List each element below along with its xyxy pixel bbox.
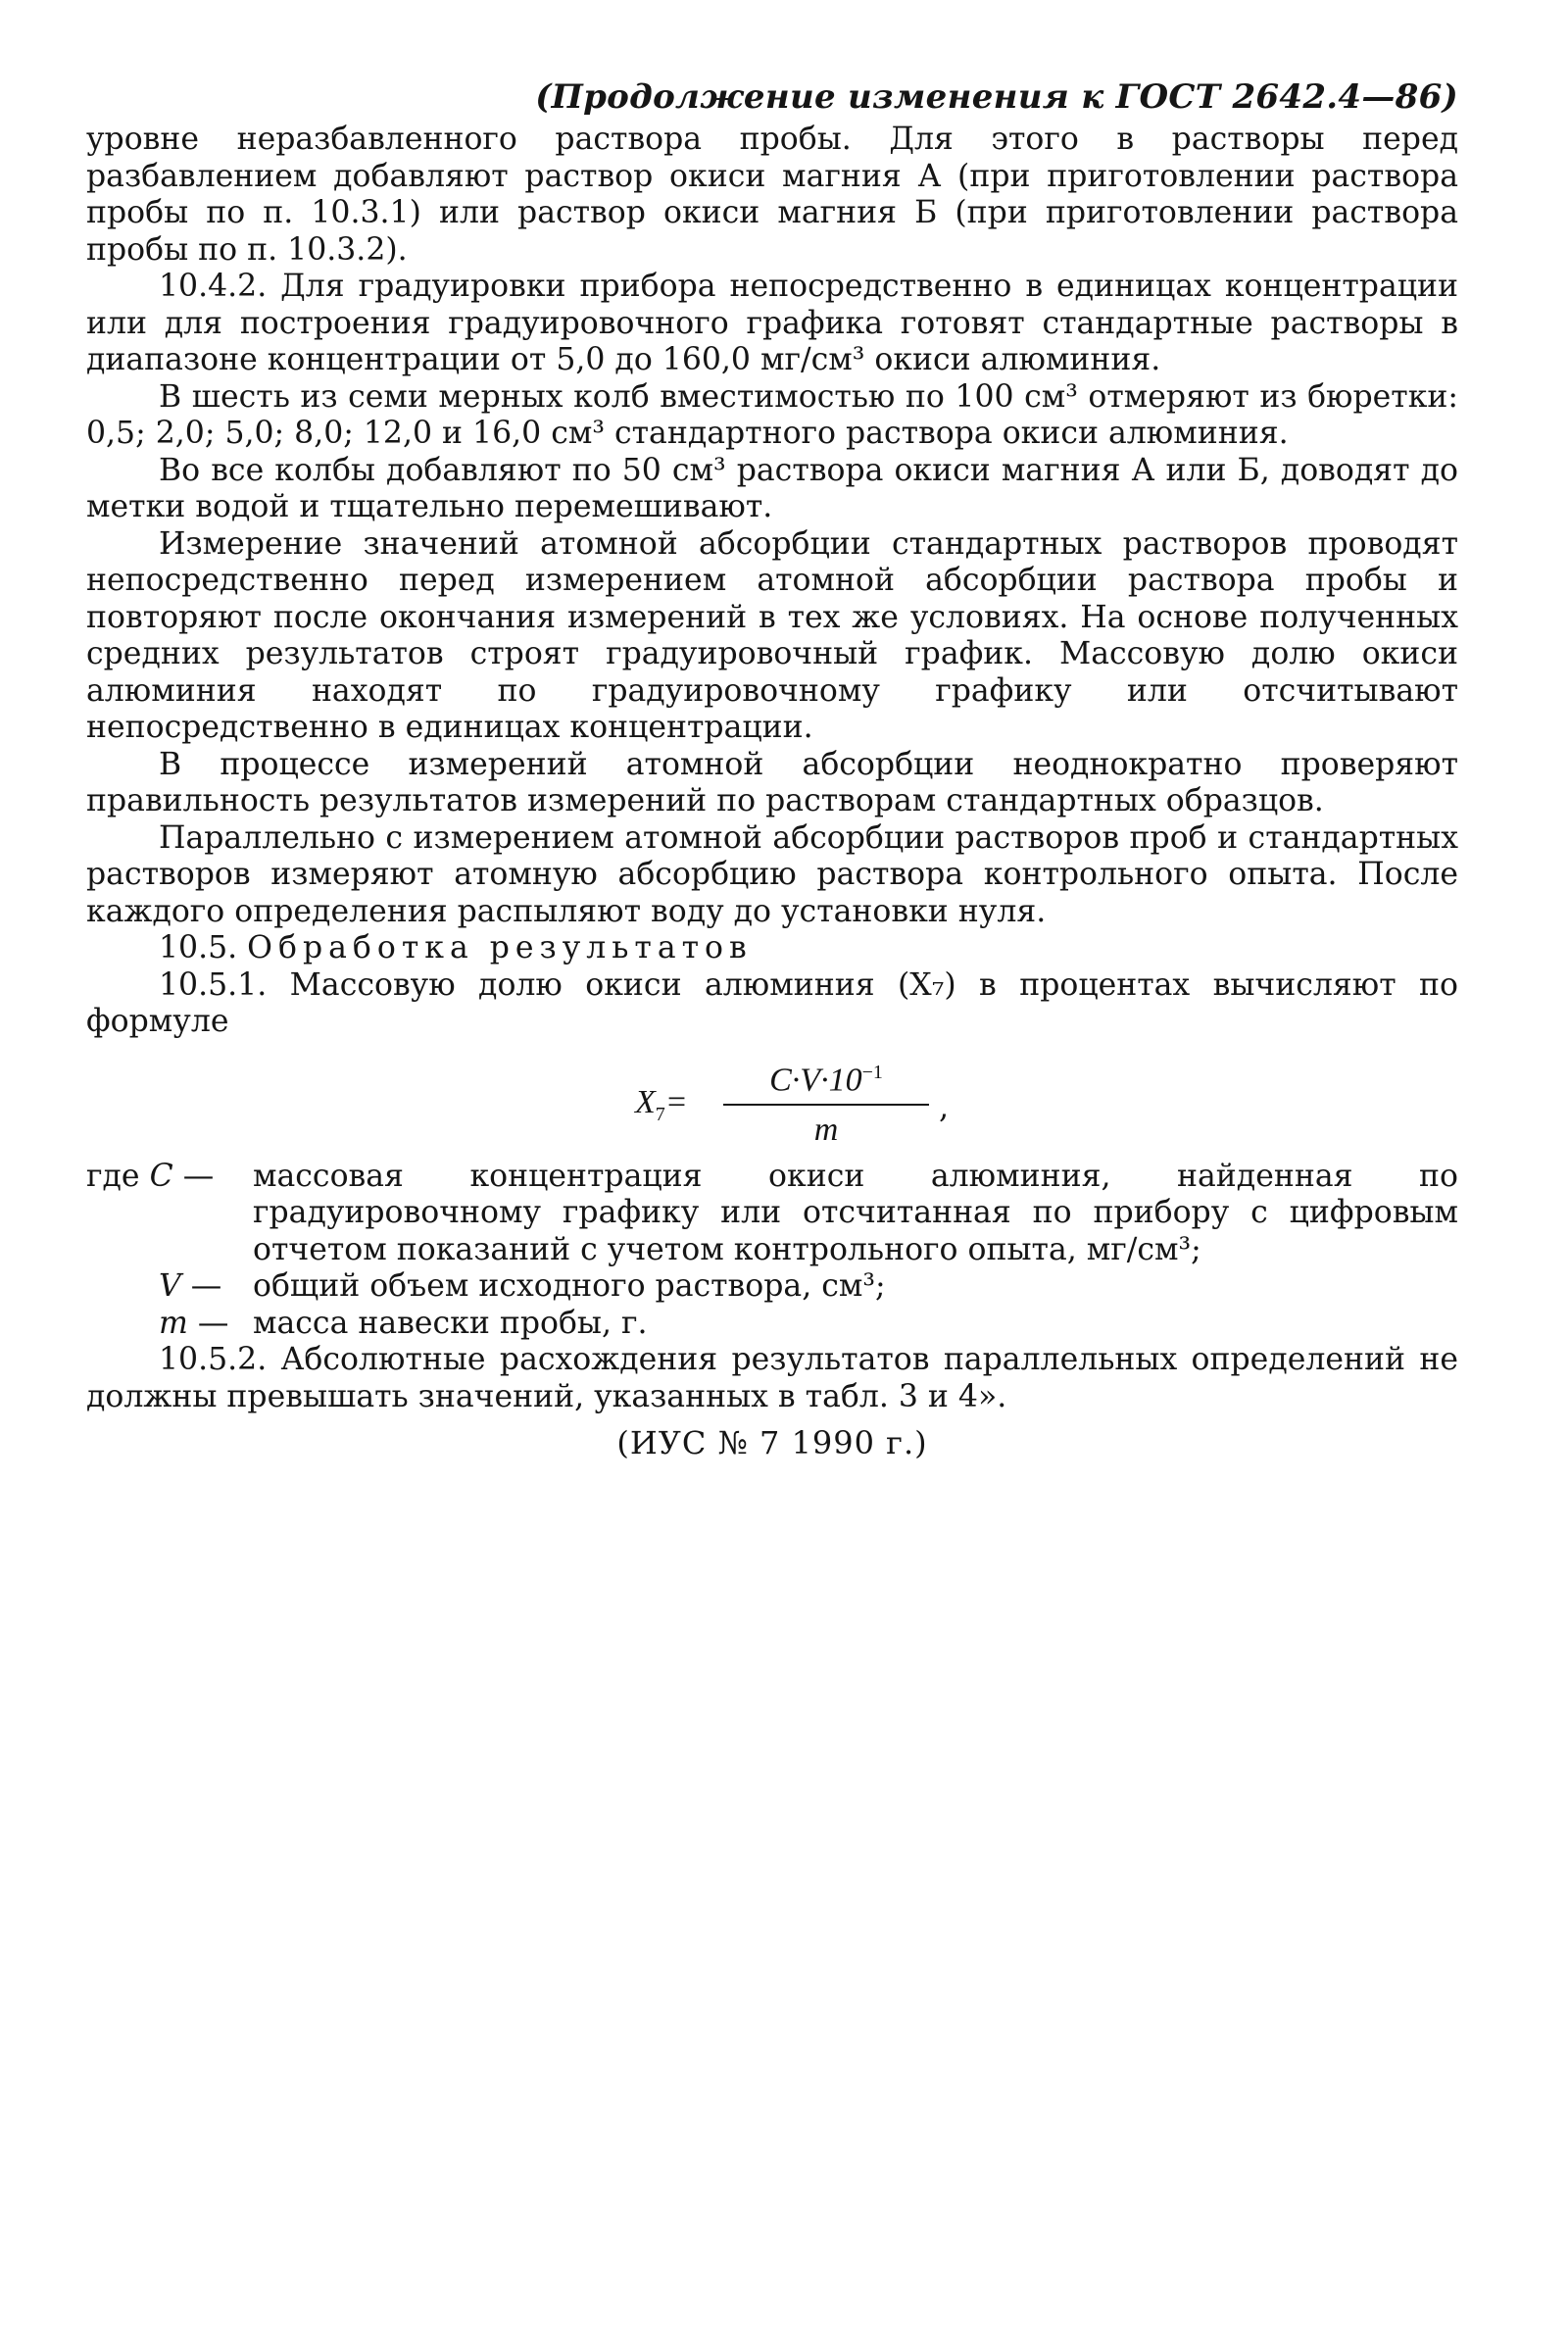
legend-row-c: где C — массовая концентрация окиси алюминия, найденная по градуировочному графику или отсчитанная по прибору с цифровым отчетом показаний с учетом контрольного опыта, мг/см³; — [86, 1158, 1458, 1267]
paragraph-flasks: В шесть из семи мерных колб вместимостью по 100 см³ отмеряют из бюретки: 0,5; 2,0; 5,0; 8,0; 12,0 и 16,0 см³ стандартного раствора окиси алюминия. — [86, 378, 1458, 451]
paragraph-verification: В процессе измерений атомной абсорбции неоднократно проверяют правильность результатов измерений по растворам стандартных образцов. — [86, 746, 1458, 818]
paragraph-dilution: Во все колбы добавляют по 50 см³ раствора окиси магния А или Б, доводят до метки водой и тщательно перемешивают. — [86, 452, 1458, 524]
legend-text-c: массовая концентрация окиси алюминия, найденная по градуировочному графику или отсчитанная по прибору с цифровым отчетом показаний с учетом контрольного опыта, мг/см³; — [253, 1158, 1458, 1267]
paragraph-10-4-2: 10.4.2. Для градуировки прибора непосредственно в единицах концентрации или для построения градуировочного графика готовят стандартные растворы в диапазоне концентрации от 5,0 до 160,0 мг/см³ окиси алюминия. — [86, 269, 1458, 377]
formula-comma: , — [939, 1087, 950, 1125]
legend-text-v: общий объем исходного раствора, см³; — [253, 1268, 886, 1304]
formula-denominator: m — [813, 1111, 839, 1148]
section-heading — [86, 930, 1458, 967]
section-number: 10.5. — [159, 930, 238, 965]
formula-numerator: $C\cdot V\cdot 10^{-1}$ — [769, 1061, 883, 1098]
legend-row-m: m — масса навески пробы, г. — [86, 1306, 1458, 1343]
formula — [86, 1051, 1458, 1153]
paragraph-measurement: Измерение значений атомной абсорбции стандартных растворов проводят непосредственно перед измерением атомной абсорбции раствора пробы и повторяют после окончания измерений в тех же условиях. На основе полученных средних результатов строят градуировочный график. Массовую долю окиси алюминия находят по градуировочному графику или отсчитывают непосредственно в единицах концентрации. — [86, 525, 1458, 745]
formula-legend — [86, 1159, 1458, 1343]
item-10-5-2: 10.5.2. Абсолютные расхождения результатов параллельных определений не должны превышать значений, указанных в табл. 3 и 4». — [86, 1342, 1458, 1414]
document-page — [86, 76, 1458, 1462]
legend-row-v: V — общий объем исходного раствора, см³; — [86, 1268, 1458, 1306]
formula-fraction — [723, 1051, 929, 1153]
item-10-5-1-text: Массовую долю окиси алюминия (X₇) в процентах вычисляют по формуле — [86, 966, 1459, 1039]
paragraph-continuation: уровне неразбавленного раствора пробы. Для этого в растворы перед разбавлением добавляют раствор окиси магния А (при приготовлении раствора пробы по п. 10.3.1) или раствор окиси магния Б (при приготовлении раствора пробы по п. 10.3.2). — [86, 122, 1458, 268]
section-title: Обработка результатов — [247, 930, 753, 965]
legend-text-m: масса навески пробы, г. — [253, 1305, 648, 1341]
item-10-5-1-number: 10.5.1. — [159, 966, 268, 1003]
fraction-bar — [723, 1104, 929, 1106]
formula-lhs: $X_7=$ — [635, 1083, 688, 1125]
paragraph-blank: Параллельно с измерением атомной абсорбции растворов проб и стандартных растворов измеряют атомную абсорбцию раствора контрольного опыта. После каждого определения распыляют воду до установки нуля. — [86, 819, 1458, 929]
item-10-5-1 — [86, 967, 1458, 1041]
footer-reference: (ИУС № 7 1990 г.) — [616, 1424, 928, 1461]
page-header: (Продолжение изменения к ГОСТ 2642.4—86) — [535, 77, 1458, 117]
